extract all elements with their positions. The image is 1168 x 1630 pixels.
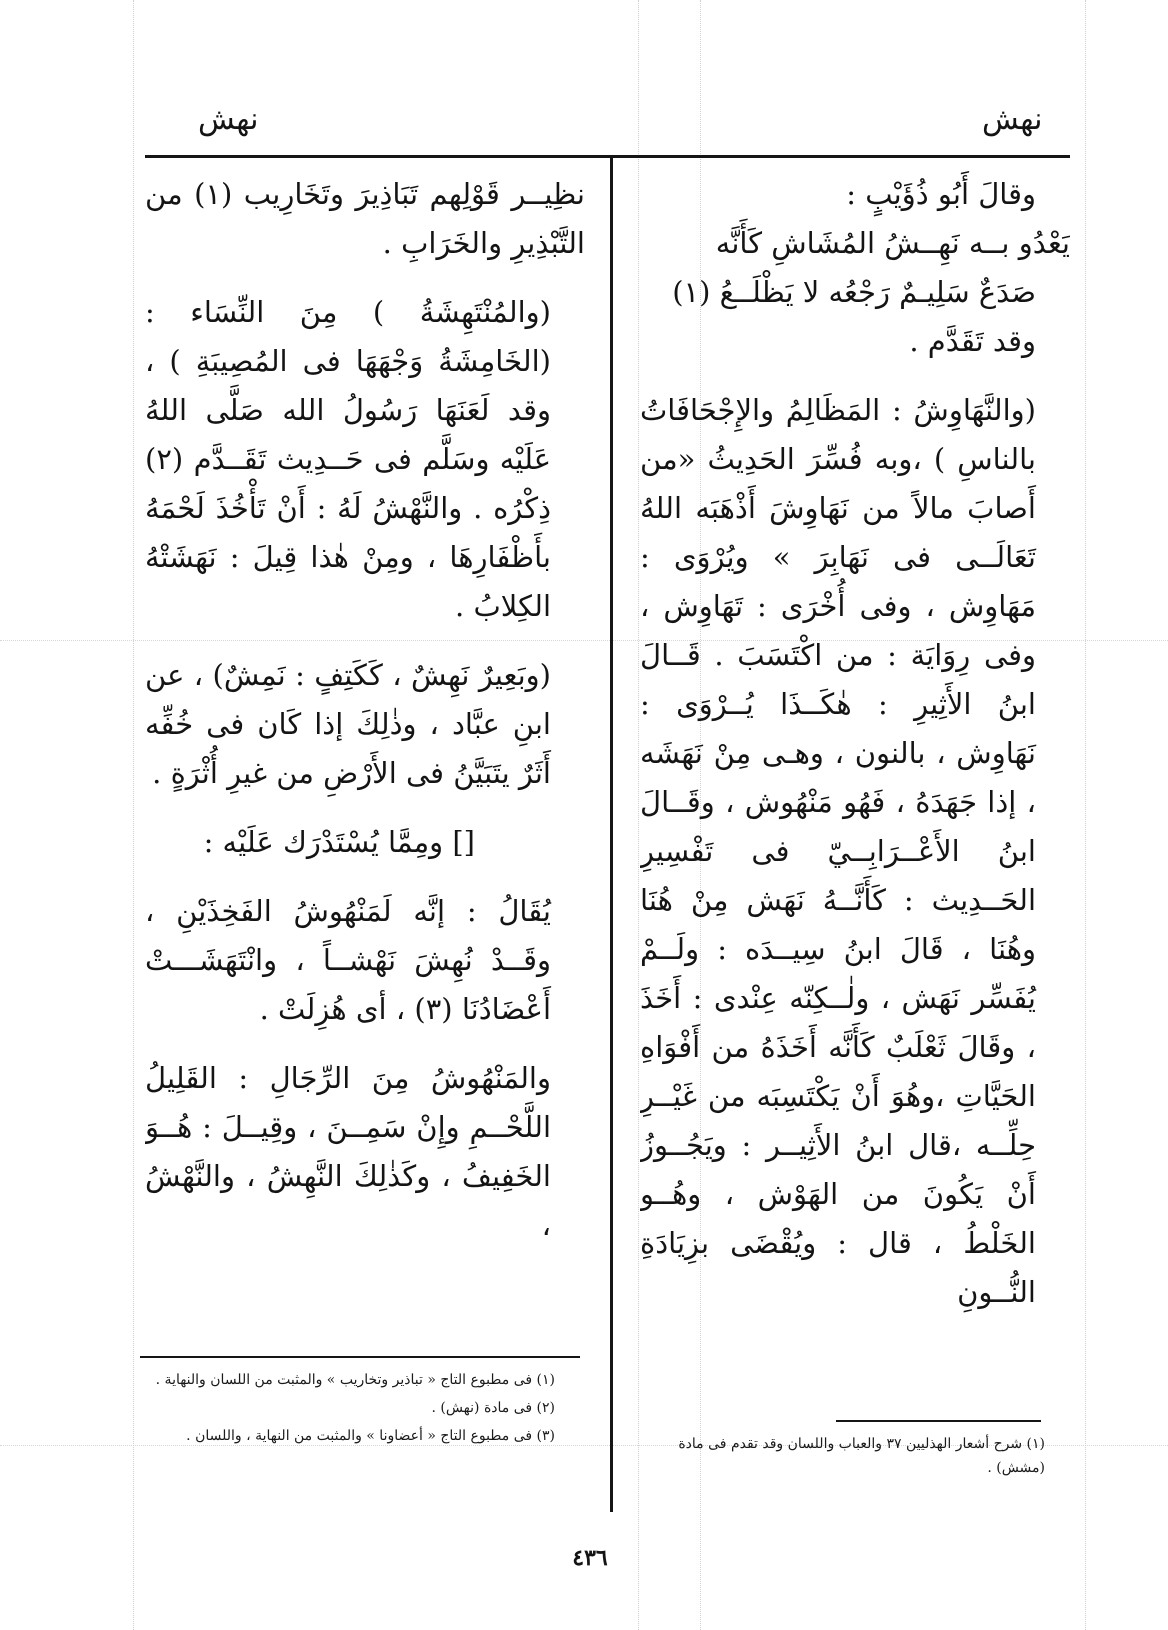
section-heading: [] ومِمَّا يُسْتَدْرَك عَلَيْه : xyxy=(203,825,475,859)
footnotes-right xyxy=(640,1432,1045,1492)
scan-guide-line xyxy=(638,0,639,1630)
verse-line: صَدَعٌ سَلِيـمٌ رَجْعُه لا يَظْلَــعُ (١) xyxy=(672,275,1036,309)
paragraph: نظِيــر قَوْلِهم تَبَاذِيرَ وتَخَارِيب (١) من التَّبْذِيرِ والخَرَابِ . xyxy=(145,177,585,260)
right-column xyxy=(640,170,1070,1405)
footnote: (٢) فى مادة (نهش) . xyxy=(431,1400,555,1416)
paragraph-gap xyxy=(145,631,585,651)
paragraph: (وبَعِيرٌ نَهِشٌ ، كَكَتِفٍ : نَمِشٌ) ، عن ابنِ عبَّاد ، وذٰلِكَ إذا كَان فى خُفِّه أَثَرٌ يتَبَيَّنُ فى الأَرْضِ من غيرِ أُثْرَةٍ . xyxy=(145,658,551,790)
header-rule xyxy=(145,155,1070,158)
paragraph: والمَنْهُوشُ مِنَ الرِّجَالِ : القَلِيلُ اللَّحْــمِ وإِنْ سَمِــنَ ، وقِيــلَ : هُــوَ الخَفِيفُ ، وكَذٰلِكَ النَّهِشُ ، والنَّهْشُ ، xyxy=(145,1061,551,1242)
footnotes-left xyxy=(145,1368,555,1498)
footnote-rule-right xyxy=(836,1420,1041,1422)
paragraph: (والنَّهَاوِشُ : المَظَالِمُ والإِجْحَافَاتُ بالناسِ ) ،وبه فُسِّرَ الحَدِيثُ «من أَصابَ مالاً من نَهَاوِشَ أَذْهَبَه اللهُ تَعَالَــى فى نَهَابِرَ » ويُرْوَى : مَهَاوِش ، وفى أُخْرَى : تَهَاوِش ، وفى رِوَايَة : من اكْتَسَبَ . قَــالَ ابنُ الأَثِيرِ : هٰكَــذَا يُــرْوَى : نَهَاوِش ، بالنون ، وهـى مِنْ نَهَشَه ، إذا جَهَدَهُ ، فَهُو مَنْهُوش ، وقَــالَ ابنُ الأَعْــرَابِــيّ فى تَفْسِيرِ الحَــدِيث : كَأَنَّــهُ نَهَش مِنْ هُنَا وهُنَا ، قَالَ ابنُ سِيــدَه : ولَــمْ يُفَسِّر نَهَش ، ولٰــكِنّه عِنْدى : أَخَذَ ، وقَالَ ثَعْلَبٌ كَأَنَّه أَخَذَهُ من أَفْوَاهِ الحَيَّاتِ ،وهُوَ أَنْ يَكْتَسِبَه من غَيْــرِ حِلِّــه ،قال ابنُ الأَثِيــر : ويَجُــوزُ أَنْ يَكُونَ من الهَوْش ، وهُــو الخَلْطُ ، قال : ويُقْضَى بزِيَادَةِ النُّــونِ xyxy=(640,393,1036,1309)
page-number: ٤٣٦ xyxy=(572,1545,608,1571)
paragraph-gap xyxy=(145,268,585,288)
running-head-right: نهش xyxy=(982,102,1043,137)
paragraph: وقالَ أَبُو ذُؤَيْبٍ : xyxy=(846,177,1036,211)
paragraph-gap xyxy=(145,867,585,887)
footnote: (١) فى مطبوع التاج « تباذير وتخاريب » والمثبت من اللسان والنهاية . xyxy=(155,1372,555,1388)
scan-guide-line xyxy=(1085,0,1086,1630)
left-column xyxy=(145,170,585,1340)
verse-line: يَعْدُو بــه نَهِــشُ المُشَاشِ كَأَنَّه xyxy=(715,226,1070,260)
paragraph-gap xyxy=(145,1034,585,1054)
footnote-rule-left xyxy=(140,1356,580,1358)
footnote: (١) شرح أشعار الهذليين ٣٧ والعباب واللسان وقد تقدم فى مادة (مشش) . xyxy=(678,1436,1045,1476)
paragraph: (والمُنْتَهِشَةُ ) مِنَ النِّسَاء : (الخَامِشَةُ وَجْهَهَا فى المُصِيبَةِ ) ، وقد لَعَنَهَا رَسُولُ الله صَلَّى اللهُ عَلَيْه وسَلَّم فى حَــدِيث تَقَــدَّم (٢) ذِكْرُه . والنَّهْشُ لَهُ : أَنْ تَأْخُذَ لَحْمَهُ بأَظْفَارِهَا ، ومِنْ هٰذا قِيلَ : نَهَشَتْهُ الكِلابُ . xyxy=(145,295,551,623)
scan-guide-line xyxy=(133,0,134,1630)
running-head-left: نهش xyxy=(198,102,259,137)
column-divider xyxy=(610,157,613,1512)
paragraph-gap xyxy=(145,798,585,818)
paragraph: يُقَالُ : إنَّه لَمَنْهُوشُ الفَخِذَيْنِ ، وقَــدْ نُهِشَ نَهْشــاً ، وانْتَهَشَـــتْ أَعْضَادُنَا (٣) ، أى هُزِلَتْ . xyxy=(145,894,551,1026)
paragraph: وقد تَقَدَّم . xyxy=(909,324,1036,358)
footnote: (٣) فى مطبوع التاج « أعضاونا » والمثبت من النهاية ، واللسان . xyxy=(186,1428,555,1444)
paragraph-gap xyxy=(640,366,1070,386)
